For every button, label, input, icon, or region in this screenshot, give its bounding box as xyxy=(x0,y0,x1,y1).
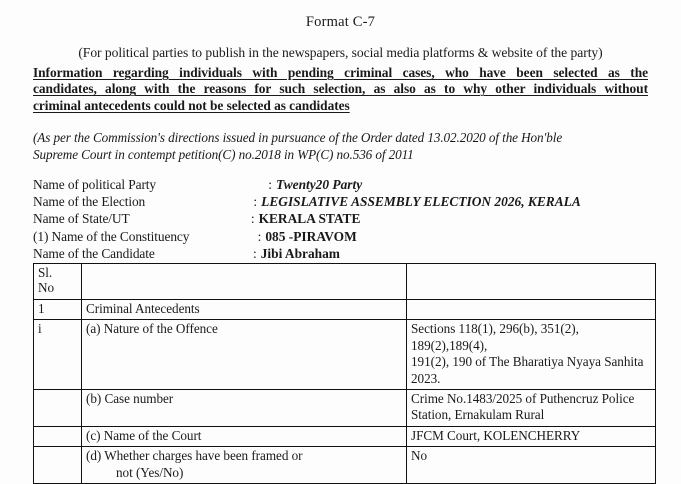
field-label-party: Name of political Party xyxy=(33,176,157,192)
case-number-line-2: Station, Ernakulam Rural xyxy=(411,407,545,423)
document-subtitle: (For political parties to publish in the newspapers, social media platforms & website of the party) xyxy=(78,45,603,60)
row-value-court: JFCM Court, KOLENCHERRY xyxy=(407,426,656,446)
field-row-candidate xyxy=(33,245,681,262)
row-label-criminal-antecedents: Criminal Antecedents xyxy=(82,300,407,320)
field-label-election: Name of the Election xyxy=(33,194,146,210)
header-cell-sl-no xyxy=(34,264,82,300)
row-label-court: (c) Name of the Court xyxy=(82,426,407,446)
offence-line-2: 191(2), 190 of The Bharatiya Nyaya Sanhita xyxy=(411,354,644,370)
field-colon-candidate: : xyxy=(252,245,257,261)
charges-label-line-1: (d) Whether charges have been framed or xyxy=(86,448,303,464)
row-label-nature-of-offence: (a) Nature of the Offence xyxy=(82,320,407,390)
criminal-antecedents-table xyxy=(33,263,656,484)
case-number-line-1: Crime No.1483/2025 of Puthencruz Police xyxy=(411,391,635,407)
field-value-constituency: 085 -PIRAVOM xyxy=(265,228,357,244)
offence-line-1: Sections 118(1), 296(b), 351(2), 189(2),189(4), xyxy=(411,321,579,353)
field-label-state: Name of State/UT xyxy=(33,211,130,227)
candidate-details-fields xyxy=(33,176,681,262)
row-label-case-number: (b) Case number xyxy=(82,390,407,427)
page-title: Format C-7 xyxy=(305,14,376,30)
note-line-2: Supreme Court in contempt petition(C) no.2018 in WP(C) no.536 of 2011 xyxy=(33,146,414,162)
criminal-antecedents-table-wrapper xyxy=(33,263,656,484)
heading-line-2: candidates, along with the reasons for such selection, as also as to why other individuals without xyxy=(33,81,648,97)
field-value-state: KERALA STATE xyxy=(258,211,361,227)
field-label-constituency: (1) Name of the Constituency xyxy=(33,228,190,244)
row-value-charges-framed: No xyxy=(407,447,656,484)
table-header-row xyxy=(34,264,656,300)
field-row-state xyxy=(33,210,681,227)
field-row-constituency xyxy=(33,228,681,245)
document-heading xyxy=(33,65,648,114)
heading-line-3: criminal antecedents could not be selected as candidates xyxy=(33,97,350,113)
row-sl-case-number xyxy=(34,390,82,427)
header-cell-value xyxy=(407,264,656,300)
field-value-party: Twenty20 Party xyxy=(276,176,363,192)
field-colon-constituency: : xyxy=(257,228,262,244)
row-sl-criminal-antecedents: 1 xyxy=(34,300,82,320)
header-sl-line-1: Sl. xyxy=(38,265,53,280)
heading-line-1: Information regarding individuals with pending criminal cases, who have been selected as the xyxy=(33,65,648,80)
header-cell-middle xyxy=(82,264,407,300)
table-row xyxy=(34,447,656,484)
row-value-nature-of-offence xyxy=(407,320,656,390)
field-colon-election: : xyxy=(253,194,258,210)
table-row xyxy=(34,320,656,390)
table-row xyxy=(34,390,656,427)
field-value-candidate: Jibi Abraham xyxy=(260,245,340,261)
field-label-candidate: Name of the Candidate xyxy=(33,245,155,261)
table-row xyxy=(34,426,656,446)
row-sl-nature-of-offence: i xyxy=(34,320,82,390)
note-line-1: (As per the Commission's directions issued in pursuance of the Order dated 13.02.2020 of the Hon'ble xyxy=(33,129,563,145)
table-row xyxy=(34,300,656,320)
row-sl-charges-framed xyxy=(34,447,82,484)
field-row-party xyxy=(33,176,681,193)
field-row-election xyxy=(33,193,681,210)
row-sl-court xyxy=(34,426,82,446)
commission-directions-note xyxy=(33,129,648,163)
offence-line-3: 2023. xyxy=(411,370,441,386)
charges-label-line-2: not (Yes/No) xyxy=(116,464,184,480)
row-value-case-number xyxy=(407,390,656,427)
field-value-election: LEGISLATIVE ASSEMBLY ELECTION 2026, KERALA xyxy=(261,194,581,210)
row-label-charges-framed xyxy=(82,447,407,484)
header-sl-line-2: No xyxy=(38,280,55,296)
row-value-criminal-antecedents xyxy=(407,300,656,320)
field-colon-party: : xyxy=(268,176,273,192)
field-colon-state: : xyxy=(250,211,255,227)
